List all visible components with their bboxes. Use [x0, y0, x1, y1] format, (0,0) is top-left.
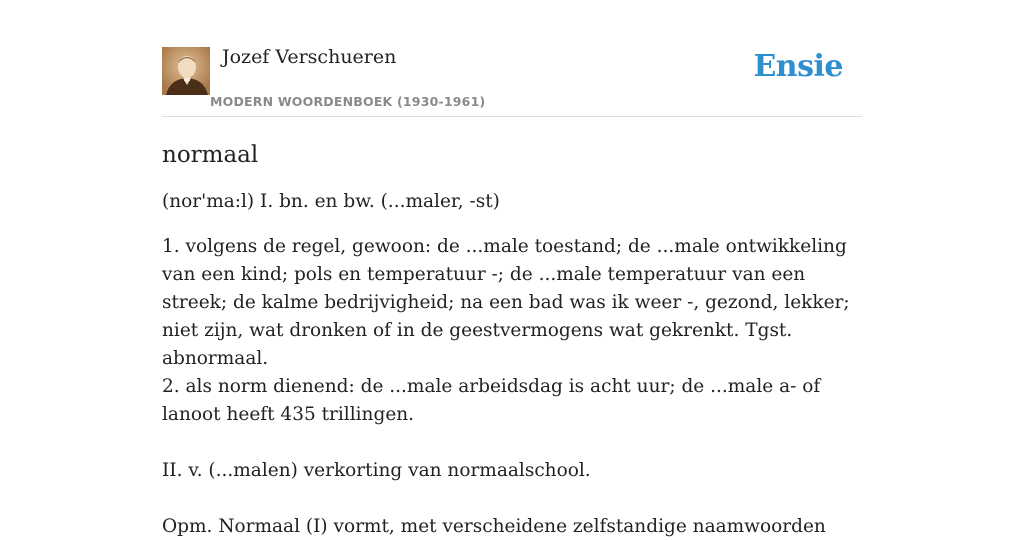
- entry-content: [162, 138, 862, 541]
- header: [162, 44, 862, 117]
- entry-definition: 1. volgens de regel, gewoon: de ...male toestand; de ...male ontwikkeling van een kind; pols en temperatuur -; de ...male temperatuur van een streek; de kalme bedrijvigheid; na een bad was ik weer -, gezond, lekker; niet zijn, wat dronken of in de geestvermogens wat gekrenkt. Tgst. abnormaal. 2. als norm dienend: de ...male arbeidsdag is acht uur; de ...male a- of lanoot heeft 435 trillingen. II. v. (...malen) verkorting van normaalschool. Opm. Normaal (I) vormt, met verscheidene zelfstandige naamwoorden: [162, 236, 850, 537]
- portrait-photo-icon: [162, 47, 210, 95]
- author-avatar[interactable]: [162, 47, 210, 95]
- entry-pronunciation: (nor'ma:l) I. bn. en bw. (...maler, -st): [162, 191, 500, 212]
- ensie-logo-link[interactable]: Ensie: [753, 49, 843, 84]
- entry-term: normaal: [162, 142, 259, 168]
- author-name[interactable]: Jozef Verschueren: [222, 46, 397, 68]
- dictionary-source[interactable]: MODERN WOORDENBOEK (1930-1961): [210, 94, 486, 109]
